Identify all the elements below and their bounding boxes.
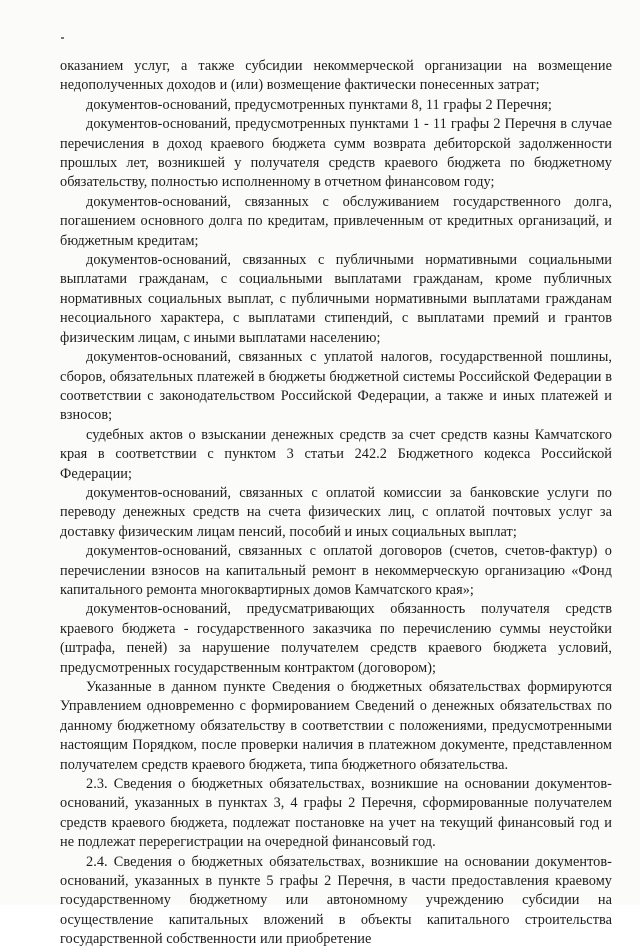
paragraph: документов-оснований, связанных с публичными нормативными социальными выплатами гражданам, с социальными выплатами гражданам, кроме публичных нормативных социальных выплат, с публичными нормативными выплатами гражданам несоциального характера, с выплатами стипендий, с выплатами премий и грантов физическим лицам, с иными выплатами населению; [60,252,612,346]
paragraph: судебных актов о взыскании денежных средств за счет средств казны Камчатского края в соответствии с пунктом 3 статьи 242.2 Бюджетного кодекса Российской Федерации; [60,426,612,482]
document-body [60,57,612,950]
paragraph: 2.3. Сведения о бюджетных обязательствах, возникшие на основании документов-оснований, указанных в пунктах 3, 4 графы 2 Перечня, сформированные получателем средств краевого бюджета, подлежат постановке на учет на текущий финансовый год и не подлежат перерегистрации на очередной финансовый год. [60,776,612,851]
paragraph: Указанные в данном пункте Сведения о бюджетных обязательствах формируются Управлением одновременно с формированием Сведений о денежных обязательствах по данному бюджетному обязательству в соответствии с положениями, предусмотренными настоящим Порядком, после проверки наличия в платежном документе, представленном получателем средств краевого бюджета, типа бюджетного обязательства. [60,679,612,773]
paragraph: документов-оснований, связанных с уплатой налогов, государственной пошлины, сборов, обязательных платежей в бюджеты бюджетной системы Российской Федерации в соответствии с законодательством Российской Федерации, а также и иных платежей и взносов; [60,349,612,424]
paragraph: документов-оснований, связанных с обслуживанием государственного долга, погашением основного долга по кредитам, привлеченным от кредитных организаций, и бюджетным кредитам; [60,193,612,249]
paragraph: документов-оснований, предусмотренных пунктами 1 - 11 графы 2 Перечня в случае перечисления в доход краевого бюджета сумм возврата дебиторской задолженности прошлых лет, возникшей у получателя средств краевого бюджета по бюджетному обязательству, полностью исполненному в отчетном финансовом году; [60,116,612,191]
paragraph: оказанием услуг, а также субсидии некоммерческой организации на возмещение недополученных доходов и (или) возмещение фактически понесенных затрат; [60,58,612,94]
paragraph: 2.4. Сведения о бюджетных обязательствах, возникшие на основании документов-оснований, указанных в пункте 5 графы 2 Перечня, в части предоставления краевому государственному бюджетному или автономному учреждению субсидии на осуществление капитальных вложений в объекты капитального строительства государственной собственности или приобретение [60,853,612,948]
paragraph: документов-оснований, связанных с оплатой договоров (счетов, счетов-фактур) о перечислении взносов на капитальный ремонт в некоммерческую организацию «Фонд капитального ремонта многоквартирных домов Камчатского края»; [60,543,612,598]
scan-mark [61,37,64,39]
paragraph: документов-оснований, предусматривающих обязанность получателя средств краевого бюджета - государственного заказчика по перечислению суммы неустойки (штрафа, пеней) за нарушение получателем средств краевого бюджета условий, предусмотренных государственным контрактом (договором); [60,601,612,676]
paragraph: документов-оснований, связанных с оплатой комиссии за банковские услуги по переводу денежных средств на счета физических лиц, с оплатой почтовых услуг за доставку физическим лицам пенсий, пособий и иных социальных выплат; [60,484,612,540]
paragraph: документов-оснований, предусмотренных пунктами 8, 11 графы 2 Перечня; [86,96,552,113]
